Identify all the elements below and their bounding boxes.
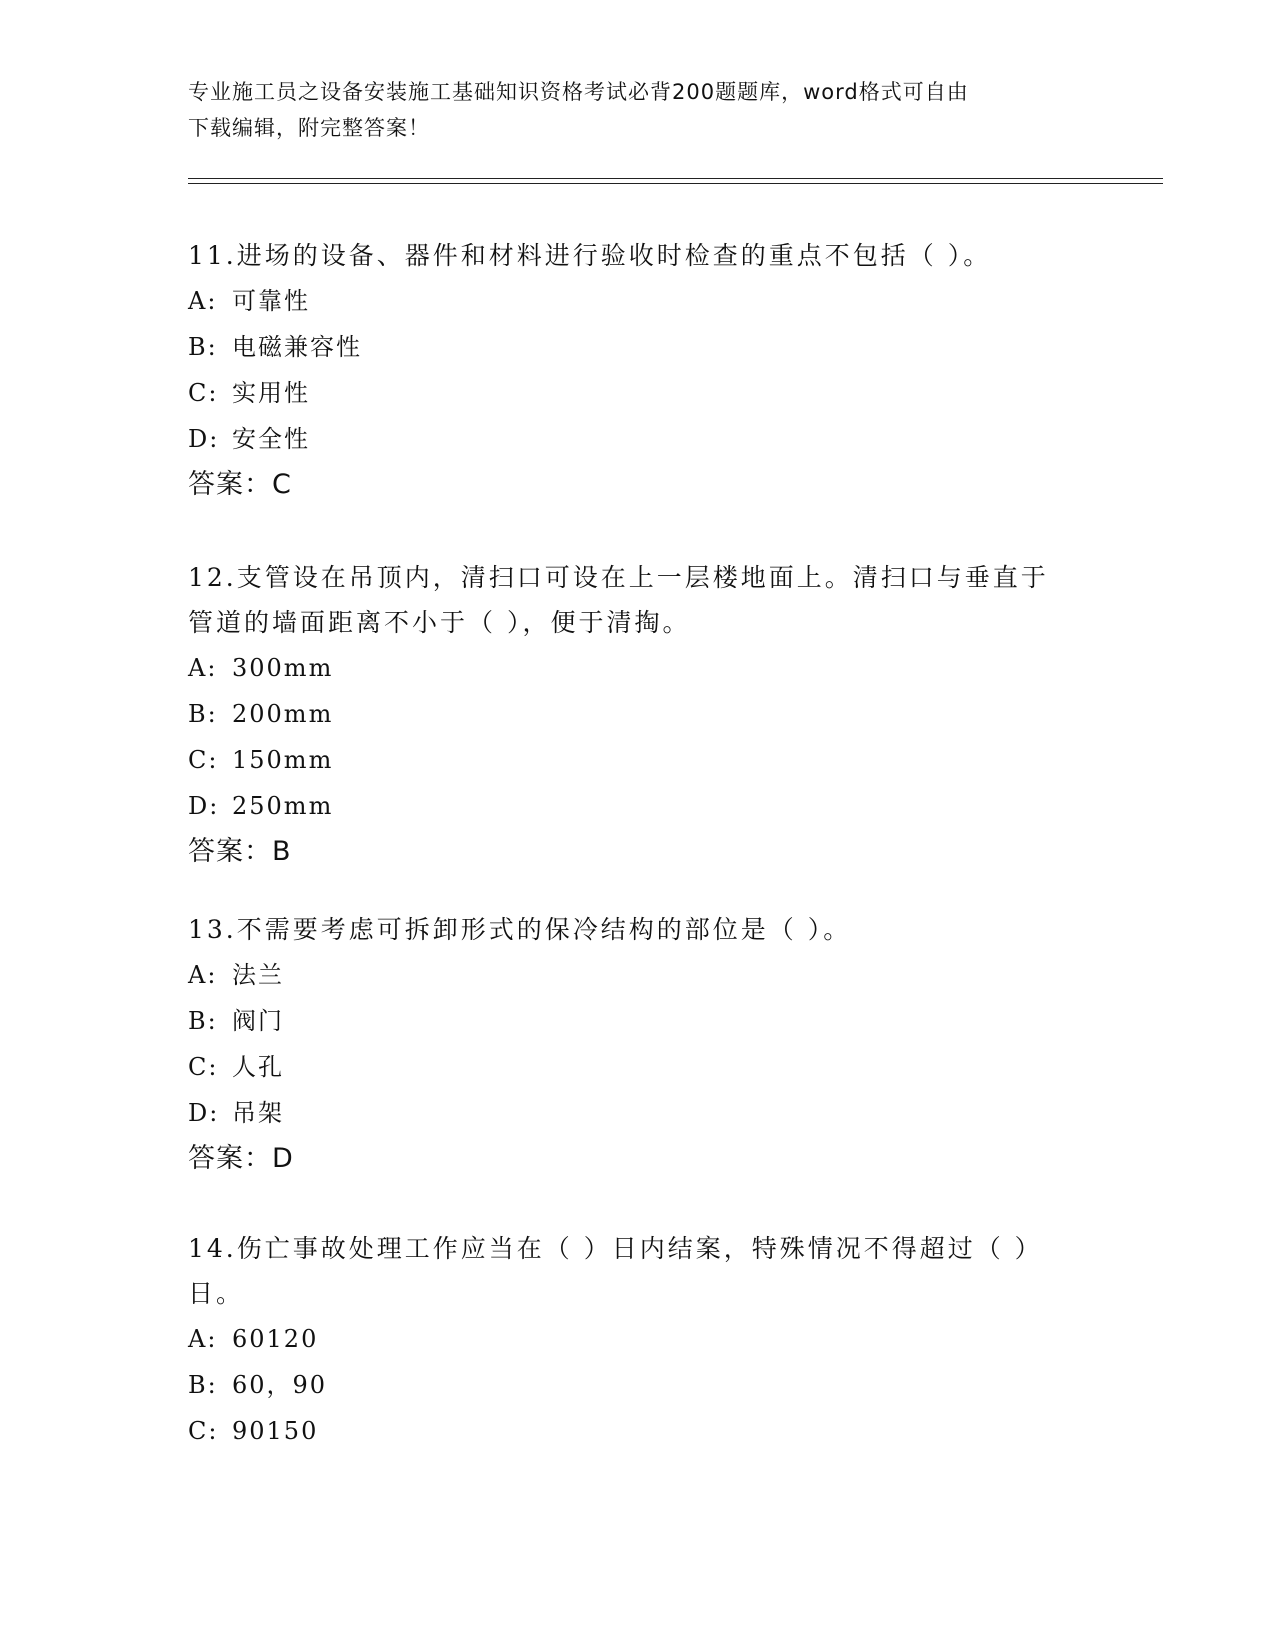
header-divider-bottom <box>188 183 1163 184</box>
option-c <box>188 370 1088 416</box>
option-text: 60120 <box>232 1325 319 1353</box>
option-key: C: <box>188 379 219 407</box>
header-line-1: 专业施工员之设备安装施工基础知识资格考试必背200题题库，word格式可自由 <box>188 80 969 104</box>
option-b <box>188 998 1088 1044</box>
option-key: C: <box>188 1053 219 1081</box>
option-key: C: <box>188 746 219 774</box>
answer-value: D <box>272 1143 294 1174</box>
option-text: 吊架 <box>232 1099 284 1127</box>
option-key: C: <box>188 1417 219 1445</box>
question-14 <box>188 1226 1088 1454</box>
answer-line <box>188 1136 1088 1182</box>
option-text: 90150 <box>232 1417 319 1445</box>
option-key: B: <box>188 700 218 728</box>
option-text: 200mm <box>232 700 334 728</box>
option-key: A: <box>188 287 218 315</box>
answer-value: C <box>272 469 292 500</box>
option-text: 可靠性 <box>232 287 310 315</box>
document-header <box>188 74 1068 146</box>
answer-line <box>188 829 1088 875</box>
option-text: 150mm <box>232 746 334 774</box>
header-divider-top <box>188 178 1163 179</box>
question-12 <box>188 555 1088 875</box>
option-text: 300mm <box>232 654 334 682</box>
option-d <box>188 416 1088 462</box>
option-b <box>188 324 1088 370</box>
option-text: 阀门 <box>232 1007 284 1035</box>
option-key: A: <box>188 654 218 682</box>
option-c <box>188 1408 1088 1454</box>
option-a <box>188 952 1088 998</box>
option-key: B: <box>188 1007 218 1035</box>
option-key: A: <box>188 961 218 989</box>
option-text: 60，90 <box>232 1371 328 1399</box>
option-c <box>188 1044 1088 1090</box>
header-line-2: 下载编辑，附完整答案！ <box>188 116 430 140</box>
question-stem: 11.进场的设备、器件和材料进行验收时检查的重点不包括（ ）。 <box>188 241 992 270</box>
option-a <box>188 278 1088 324</box>
option-text: 250mm <box>232 792 334 820</box>
question-11 <box>188 233 1088 508</box>
question-stem: 13.不需要考虑可拆卸形式的保冷结构的部位是（ ）。 <box>188 915 852 944</box>
option-a <box>188 645 1088 691</box>
option-c <box>188 737 1088 783</box>
option-text: 电磁兼容性 <box>232 333 362 361</box>
option-a <box>188 1316 1088 1362</box>
option-key: D: <box>188 1099 220 1127</box>
option-key: D: <box>188 425 220 453</box>
question-stem-line-1: 12.支管设在吊顶内，清扫口可设在上一层楼地面上。清扫口与垂直于 <box>188 563 1049 592</box>
question-stem-line-1: 14.伤亡事故处理工作应当在（ ）日内结案，特殊情况不得超过（ ） <box>188 1234 1043 1263</box>
option-b <box>188 691 1088 737</box>
option-text: 法兰 <box>232 961 284 989</box>
option-key: B: <box>188 333 218 361</box>
option-b <box>188 1362 1088 1408</box>
answer-label: 答案： <box>188 836 272 867</box>
option-text: 安全性 <box>232 425 310 453</box>
answer-value: B <box>272 836 292 867</box>
option-key: A: <box>188 1325 218 1353</box>
answer-line <box>188 462 1088 508</box>
option-key: B: <box>188 1371 218 1399</box>
option-text: 人孔 <box>232 1053 284 1081</box>
answer-label: 答案： <box>188 1143 272 1174</box>
question-stem-line-2: 日。 <box>188 1279 245 1308</box>
option-d <box>188 1090 1088 1136</box>
question-stem-line-2: 管道的墙面距离不小于（ ），便于清掏。 <box>188 608 691 637</box>
option-key: D: <box>188 792 220 820</box>
question-13 <box>188 907 1088 1182</box>
option-text: 实用性 <box>232 379 310 407</box>
answer-label: 答案： <box>188 469 272 500</box>
option-d <box>188 783 1088 829</box>
